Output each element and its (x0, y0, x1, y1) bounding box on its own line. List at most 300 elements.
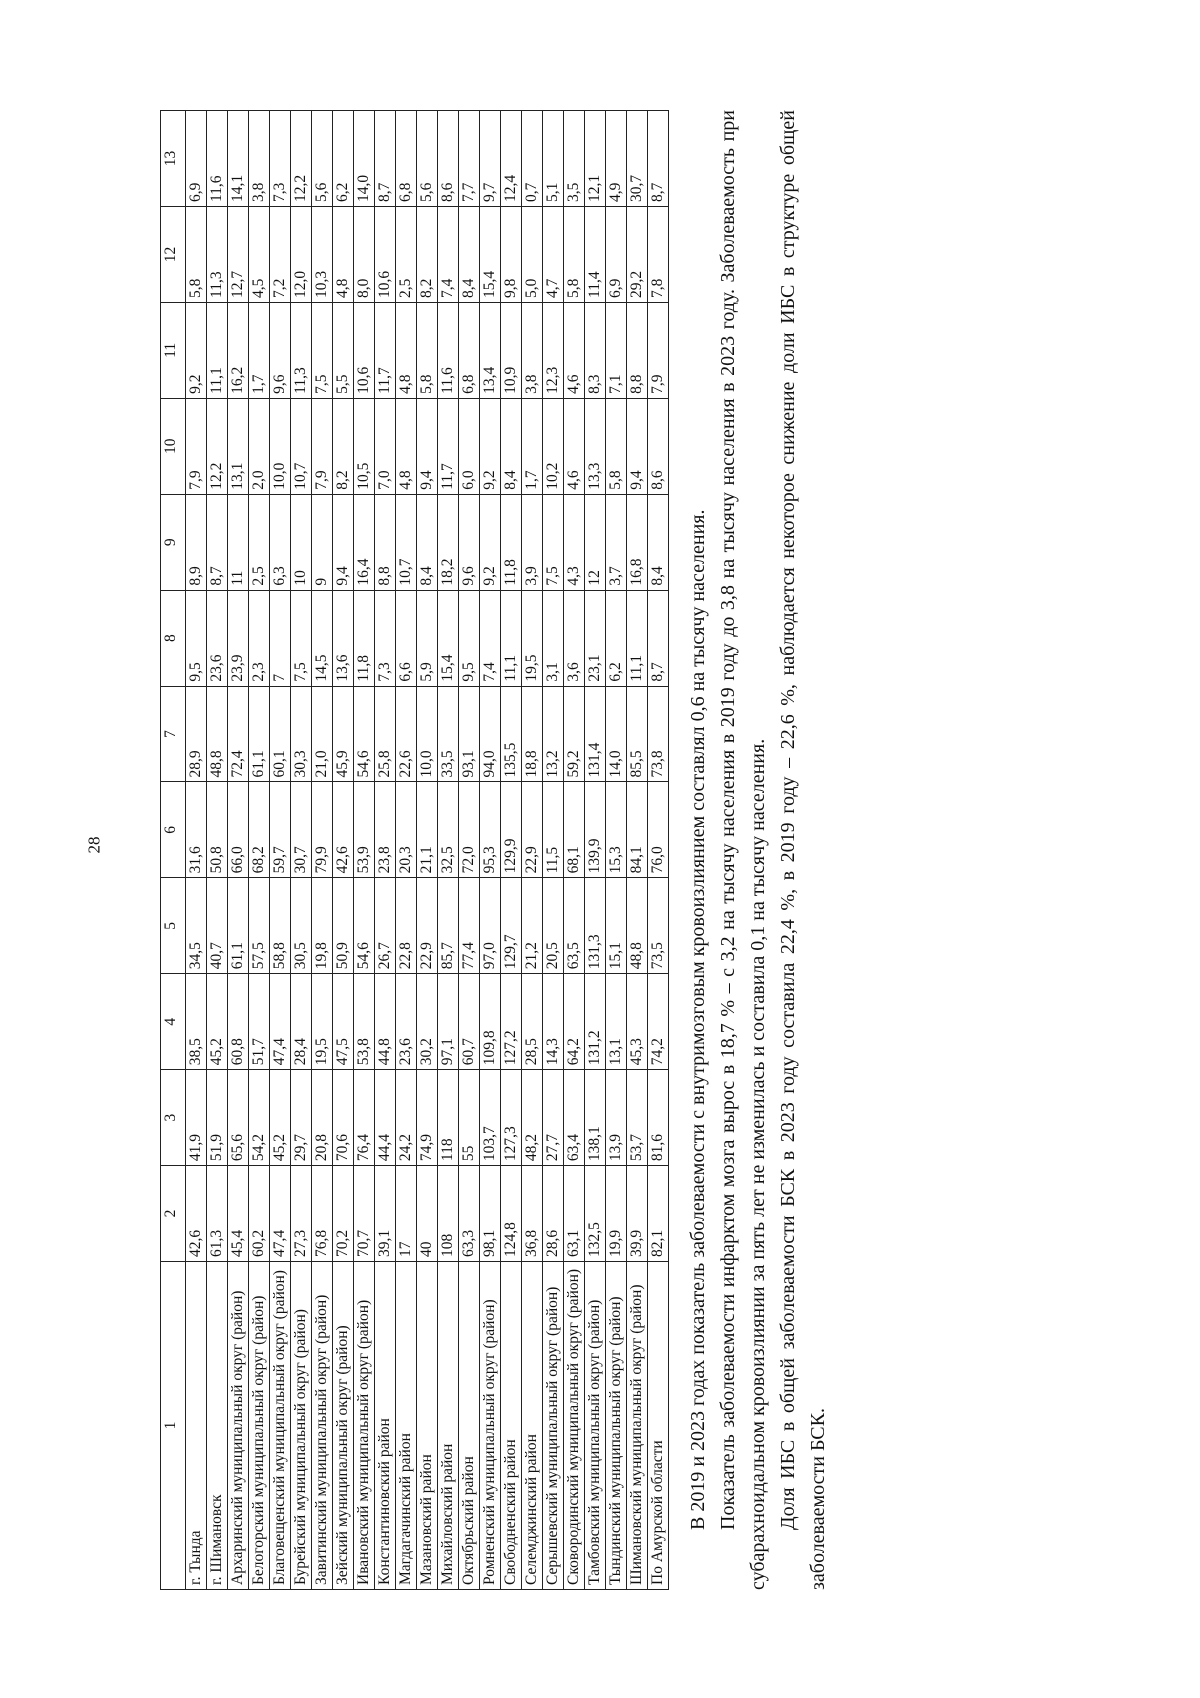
value-cell: 135,5 (501, 686, 522, 782)
value-cell: 12,0 (291, 207, 312, 303)
table-row (564, 111, 585, 1590)
value-cell: 5,8 (186, 207, 207, 303)
value-cell: 72,0 (459, 782, 480, 878)
value-cell: 82,1 (648, 1166, 669, 1262)
value-cell: 11,1 (501, 590, 522, 686)
value-cell: 4,7 (543, 207, 564, 303)
value-cell: 4,5 (249, 207, 270, 303)
value-cell: 11,8 (354, 590, 375, 686)
value-cell: 0,7 (522, 111, 543, 207)
value-cell: 18,2 (438, 494, 459, 590)
value-cell: 10,6 (375, 207, 396, 303)
value-cell: 3,9 (522, 494, 543, 590)
value-cell: 13,2 (543, 686, 564, 782)
value-cell: 7,7 (459, 111, 480, 207)
value-cell: 44,8 (375, 974, 396, 1070)
value-cell: 76,0 (648, 782, 669, 878)
value-cell: 10,0 (417, 686, 438, 782)
value-cell: 5,6 (312, 111, 333, 207)
region-name-cell: По Амурской области (648, 1262, 669, 1590)
value-cell: 28,4 (291, 974, 312, 1070)
value-cell: 8,0 (354, 207, 375, 303)
value-cell: 7,4 (438, 207, 459, 303)
value-cell: 64,2 (564, 974, 585, 1070)
value-cell: 63,4 (564, 1070, 585, 1166)
value-cell: 7,5 (312, 302, 333, 398)
value-cell: 5,6 (417, 111, 438, 207)
value-cell: 93,1 (459, 686, 480, 782)
value-cell: 38,5 (186, 974, 207, 1070)
value-cell: 9,4 (417, 398, 438, 494)
value-cell: 9,2 (186, 302, 207, 398)
value-cell: 16,8 (627, 494, 648, 590)
value-cell: 129,7 (501, 878, 522, 974)
value-cell: 39,1 (375, 1166, 396, 1262)
value-cell: 85,7 (438, 878, 459, 974)
value-cell: 85,5 (627, 686, 648, 782)
value-cell: 11,6 (438, 302, 459, 398)
value-cell: 11,7 (438, 398, 459, 494)
region-name-cell: Архаринский муниципальный округ (район) (228, 1262, 249, 1590)
column-header-10: 10 (161, 398, 186, 494)
value-cell: 9,8 (501, 207, 522, 303)
value-cell: 47,4 (270, 974, 291, 1070)
value-cell: 42,6 (186, 1166, 207, 1262)
column-header-13: 13 (161, 111, 186, 207)
value-cell: 40,7 (207, 878, 228, 974)
rotated-content (160, 100, 1060, 1590)
value-cell: 12,1 (585, 111, 606, 207)
value-cell: 4,8 (396, 302, 417, 398)
value-cell: 138,1 (585, 1070, 606, 1166)
value-cell: 10,9 (501, 302, 522, 398)
table-row (375, 111, 396, 1590)
value-cell: 6,8 (396, 111, 417, 207)
table-row (501, 111, 522, 1590)
value-cell: 12 (585, 494, 606, 590)
value-cell: 23,1 (585, 590, 606, 686)
column-header-12: 12 (161, 207, 186, 303)
column-header-9: 9 (161, 494, 186, 590)
table-row (396, 111, 417, 1590)
value-cell: 11,8 (501, 494, 522, 590)
column-header-1: 1 (161, 1262, 186, 1590)
value-cell: 50,9 (333, 878, 354, 974)
value-cell: 68,2 (249, 782, 270, 878)
value-cell: 3,8 (249, 111, 270, 207)
value-cell: 6,2 (606, 590, 627, 686)
value-cell: 12,2 (207, 398, 228, 494)
value-cell: 47,4 (270, 1166, 291, 1262)
value-cell: 7 (270, 590, 291, 686)
column-header-3: 3 (161, 1070, 186, 1166)
region-name-cell: Селемджинский район (522, 1262, 543, 1590)
value-cell: 53,7 (627, 1070, 648, 1166)
value-cell: 7,9 (186, 398, 207, 494)
value-cell: 6,9 (606, 207, 627, 303)
value-cell: 12,2 (291, 111, 312, 207)
value-cell: 20,8 (312, 1070, 333, 1166)
value-cell: 45,9 (333, 686, 354, 782)
value-cell: 131,2 (585, 974, 606, 1070)
value-cell: 54,6 (354, 878, 375, 974)
value-cell: 34,5 (186, 878, 207, 974)
value-cell: 7,3 (375, 590, 396, 686)
statistics-table (160, 110, 669, 1590)
value-cell: 5,9 (417, 590, 438, 686)
value-cell: 8,7 (648, 111, 669, 207)
value-cell: 10,7 (396, 494, 417, 590)
value-cell: 5,0 (522, 207, 543, 303)
text-block (683, 100, 833, 1590)
value-cell: 5,5 (333, 302, 354, 398)
value-cell: 30,5 (291, 878, 312, 974)
value-cell: 14,0 (606, 686, 627, 782)
value-cell: 45,2 (270, 1070, 291, 1166)
value-cell: 10,5 (354, 398, 375, 494)
value-cell: 48,8 (207, 686, 228, 782)
value-cell: 5,8 (417, 302, 438, 398)
value-cell: 22,9 (522, 782, 543, 878)
value-cell: 31,6 (186, 782, 207, 878)
value-cell: 8,7 (648, 590, 669, 686)
region-name-cell: Зейский муниципальный округ (район) (333, 1262, 354, 1590)
table-row (291, 111, 312, 1590)
paragraph-ihd-share: Доля ИБС в общей заболеваемости БСК в 2023 году составила 22,4 %, в 2019 году – 22,6 %, наблюдается некоторое снижение доли ИБС в структуре общей заболеваемости БСК. (777, 110, 829, 1590)
value-cell: 14,5 (312, 590, 333, 686)
value-cell: 76,4 (354, 1070, 375, 1166)
region-name-cell: Сковородинский муниципальный округ (район) (564, 1262, 585, 1590)
region-name-cell: Мазановский район (417, 1262, 438, 1590)
value-cell: 8,2 (333, 398, 354, 494)
value-cell: 79,9 (312, 782, 333, 878)
value-cell: 11,6 (207, 111, 228, 207)
column-header-11: 11 (161, 302, 186, 398)
value-cell: 109,8 (480, 974, 501, 1070)
column-header-6: 6 (161, 782, 186, 878)
value-cell: 8,4 (648, 494, 669, 590)
region-name-cell: Магдагачинский район (396, 1262, 417, 1590)
value-cell: 23,9 (228, 590, 249, 686)
value-cell: 6,0 (459, 398, 480, 494)
value-cell: 9 (312, 494, 333, 590)
value-cell: 57,5 (249, 878, 270, 974)
value-cell: 60,7 (459, 974, 480, 1070)
value-cell: 11,1 (207, 302, 228, 398)
value-cell: 5,8 (564, 207, 585, 303)
value-cell: 2,0 (249, 398, 270, 494)
value-cell: 30,2 (417, 974, 438, 1070)
value-cell: 70,6 (333, 1070, 354, 1166)
value-cell: 18,8 (522, 686, 543, 782)
value-cell: 11,1 (627, 590, 648, 686)
table-row (354, 111, 375, 1590)
value-cell: 23,6 (207, 590, 228, 686)
value-cell: 15,1 (606, 878, 627, 974)
value-cell: 9,5 (186, 590, 207, 686)
region-name-cell: Ивановский муниципальный округ (район) (354, 1262, 375, 1590)
table-row (312, 111, 333, 1590)
value-cell: 8,6 (438, 111, 459, 207)
value-cell: 10,6 (354, 302, 375, 398)
region-name-cell: Свободненский район (501, 1262, 522, 1590)
value-cell: 9,2 (480, 398, 501, 494)
value-cell: 3,8 (522, 302, 543, 398)
value-cell: 8,6 (648, 398, 669, 494)
value-cell: 19,8 (312, 878, 333, 974)
value-cell: 60,8 (228, 974, 249, 1070)
value-cell: 30,3 (291, 686, 312, 782)
value-cell: 6,3 (270, 494, 291, 590)
region-name-cell: Бурейский муниципальный округ (район) (291, 1262, 312, 1590)
value-cell: 7,0 (375, 398, 396, 494)
value-cell: 12,4 (501, 111, 522, 207)
value-cell: 13,3 (585, 398, 606, 494)
value-cell: 3,6 (564, 590, 585, 686)
table-row (270, 111, 291, 1590)
value-cell: 68,1 (564, 782, 585, 878)
value-cell: 11 (228, 494, 249, 590)
value-cell: 65,6 (228, 1070, 249, 1166)
value-cell: 19,5 (312, 974, 333, 1070)
value-cell: 3,1 (543, 590, 564, 686)
value-cell: 11,4 (585, 207, 606, 303)
value-cell: 108 (438, 1166, 459, 1262)
value-cell: 13,9 (606, 1070, 627, 1166)
value-cell: 124,8 (501, 1166, 522, 1262)
value-cell: 8,4 (459, 207, 480, 303)
region-name-cell: Октябрьский район (459, 1262, 480, 1590)
value-cell: 9,4 (333, 494, 354, 590)
value-cell: 8,7 (207, 494, 228, 590)
value-cell: 6,9 (186, 111, 207, 207)
value-cell: 14,3 (543, 974, 564, 1070)
value-cell: 73,8 (648, 686, 669, 782)
page-number: 28 (84, 836, 104, 854)
table-row (459, 111, 480, 1590)
column-header-7: 7 (161, 686, 186, 782)
value-cell: 72,4 (228, 686, 249, 782)
value-cell: 4,3 (564, 494, 585, 590)
value-cell: 8,8 (627, 302, 648, 398)
value-cell: 4,9 (606, 111, 627, 207)
value-cell: 9,6 (270, 302, 291, 398)
value-cell: 2,3 (249, 590, 270, 686)
value-cell: 8,3 (585, 302, 606, 398)
value-cell: 22,8 (396, 878, 417, 974)
table-row (417, 111, 438, 1590)
value-cell: 63,3 (459, 1166, 480, 1262)
value-cell: 14,0 (354, 111, 375, 207)
value-cell: 129,9 (501, 782, 522, 878)
value-cell: 30,7 (291, 782, 312, 878)
value-cell: 59,2 (564, 686, 585, 782)
region-name-cell: Тындинский муниципальный округ (район) (606, 1262, 627, 1590)
value-cell: 60,2 (249, 1166, 270, 1262)
table-row (207, 111, 228, 1590)
value-cell: 8,2 (417, 207, 438, 303)
value-cell: 4,6 (564, 302, 585, 398)
table-row (333, 111, 354, 1590)
value-cell: 16,4 (354, 494, 375, 590)
value-cell: 28,9 (186, 686, 207, 782)
value-cell: 139,9 (585, 782, 606, 878)
value-cell: 14,1 (228, 111, 249, 207)
region-name-cell: Михайловский район (438, 1262, 459, 1590)
value-cell: 131,4 (585, 686, 606, 782)
value-cell: 66,0 (228, 782, 249, 878)
value-cell: 24,2 (396, 1070, 417, 1166)
value-cell: 44,4 (375, 1070, 396, 1166)
value-cell: 27,7 (543, 1070, 564, 1166)
column-header-4: 4 (161, 974, 186, 1070)
value-cell: 7,4 (480, 590, 501, 686)
table-row (480, 111, 501, 1590)
value-cell: 8,4 (417, 494, 438, 590)
value-cell: 53,9 (354, 782, 375, 878)
value-cell: 6,6 (396, 590, 417, 686)
value-cell: 41,9 (186, 1070, 207, 1166)
value-cell: 127,2 (501, 974, 522, 1070)
value-cell: 29,2 (627, 207, 648, 303)
value-cell: 12,7 (228, 207, 249, 303)
value-cell: 5,1 (543, 111, 564, 207)
value-cell: 70,2 (333, 1166, 354, 1262)
value-cell: 22,6 (396, 686, 417, 782)
value-cell: 13,4 (480, 302, 501, 398)
table-body (186, 111, 669, 1590)
paragraph-hemorrhage: В 2019 и 2023 годах показатель заболеваемости с внутримозговым кровоизлиянием составлял 0,6 на тысячу населения. (687, 509, 709, 1530)
value-cell: 10,2 (543, 398, 564, 494)
value-cell: 28,6 (543, 1166, 564, 1262)
value-cell: 97,1 (438, 974, 459, 1070)
region-name-cell: Благовещенский муниципальный округ (район) (270, 1262, 291, 1590)
region-name-cell: Константиновский район (375, 1262, 396, 1590)
value-cell: 21,0 (312, 686, 333, 782)
value-cell: 29,7 (291, 1070, 312, 1166)
value-cell: 1,7 (522, 398, 543, 494)
region-name-cell: Ромненский муниципальный округ (район) (480, 1262, 501, 1590)
value-cell: 19,5 (522, 590, 543, 686)
value-cell: 77,4 (459, 878, 480, 974)
value-cell: 6,2 (333, 111, 354, 207)
value-cell: 12,3 (543, 302, 564, 398)
value-cell: 94,0 (480, 686, 501, 782)
value-cell: 63,1 (564, 1166, 585, 1262)
column-header-5: 5 (161, 878, 186, 974)
value-cell: 11,3 (207, 207, 228, 303)
value-cell: 30,7 (627, 111, 648, 207)
table-row (585, 111, 606, 1590)
value-cell: 9,7 (480, 111, 501, 207)
region-name-cell: Тамбовский муниципальный округ (район) (585, 1262, 606, 1590)
value-cell: 22,9 (417, 878, 438, 974)
value-cell: 45,2 (207, 974, 228, 1070)
region-name-cell: Шимановский муниципальный округ (район) (627, 1262, 648, 1590)
table-row (438, 111, 459, 1590)
value-cell: 25,8 (375, 686, 396, 782)
value-cell: 7,1 (606, 302, 627, 398)
region-name-cell: г. Шимановск (207, 1262, 228, 1590)
value-cell: 2,5 (249, 494, 270, 590)
value-cell: 10,7 (291, 398, 312, 494)
value-cell: 28,5 (522, 974, 543, 1070)
value-cell: 60,1 (270, 686, 291, 782)
value-cell: 61,3 (207, 1166, 228, 1262)
value-cell: 4,6 (564, 398, 585, 494)
value-cell: 10,0 (270, 398, 291, 494)
value-cell: 54,6 (354, 686, 375, 782)
value-cell: 5,8 (606, 398, 627, 494)
value-cell: 55 (459, 1070, 480, 1166)
value-cell: 2,5 (396, 207, 417, 303)
value-cell: 132,5 (585, 1166, 606, 1262)
value-cell: 15,3 (606, 782, 627, 878)
value-cell: 45,4 (228, 1166, 249, 1262)
value-cell: 9,6 (459, 494, 480, 590)
value-cell: 15,4 (438, 590, 459, 686)
value-cell: 70,7 (354, 1166, 375, 1262)
value-cell: 36,8 (522, 1166, 543, 1262)
value-cell: 32,5 (438, 782, 459, 878)
table-row (228, 111, 249, 1590)
value-cell: 48,2 (522, 1070, 543, 1166)
value-cell: 10 (291, 494, 312, 590)
value-cell: 1,7 (249, 302, 270, 398)
value-cell: 7,3 (270, 111, 291, 207)
value-cell: 26,7 (375, 878, 396, 974)
region-name-cell: Завитинский муниципальный округ (район) (312, 1262, 333, 1590)
value-cell: 7,9 (648, 302, 669, 398)
table-header-row (161, 111, 186, 1590)
column-header-8: 8 (161, 590, 186, 686)
value-cell: 3,5 (564, 111, 585, 207)
value-cell: 63,5 (564, 878, 585, 974)
value-cell: 42,6 (333, 782, 354, 878)
value-cell: 95,3 (480, 782, 501, 878)
value-cell: 11,7 (375, 302, 396, 398)
value-cell: 4,8 (333, 207, 354, 303)
value-cell: 23,8 (375, 782, 396, 878)
value-cell: 7,5 (291, 590, 312, 686)
value-cell: 15,4 (480, 207, 501, 303)
value-cell: 98,1 (480, 1166, 501, 1262)
value-cell: 8,4 (501, 398, 522, 494)
value-cell: 61,1 (228, 878, 249, 974)
value-cell: 118 (438, 1070, 459, 1166)
value-cell: 13,6 (333, 590, 354, 686)
table-row (627, 111, 648, 1590)
table-row (186, 111, 207, 1590)
value-cell: 9,2 (480, 494, 501, 590)
value-cell: 7,9 (312, 398, 333, 494)
value-cell: 11,5 (543, 782, 564, 878)
value-cell: 23,6 (396, 974, 417, 1070)
value-cell: 84,1 (627, 782, 648, 878)
value-cell: 76,8 (312, 1166, 333, 1262)
column-header-2: 2 (161, 1166, 186, 1262)
paragraph-infarction: Показатель заболеваемости инфарктом мозга вырос в 18,7 % – с 3,2 на тысячу населения в 2019 году до 3,8 на тысячу населения в 2023 году. Заболеваемость при субарахноидальном кровоизлиянии за пять лет не изменилась и составила 0,1 на тысячу населения. (717, 110, 769, 1590)
value-cell: 21,2 (522, 878, 543, 974)
value-cell: 53,8 (354, 974, 375, 1070)
value-cell: 33,5 (438, 686, 459, 782)
table-row (522, 111, 543, 1590)
region-name-cell: Белогорский муниципальный округ (район) (249, 1262, 270, 1590)
table-row (249, 111, 270, 1590)
value-cell: 58,8 (270, 878, 291, 974)
value-cell: 19,9 (606, 1166, 627, 1262)
value-cell: 97,0 (480, 878, 501, 974)
